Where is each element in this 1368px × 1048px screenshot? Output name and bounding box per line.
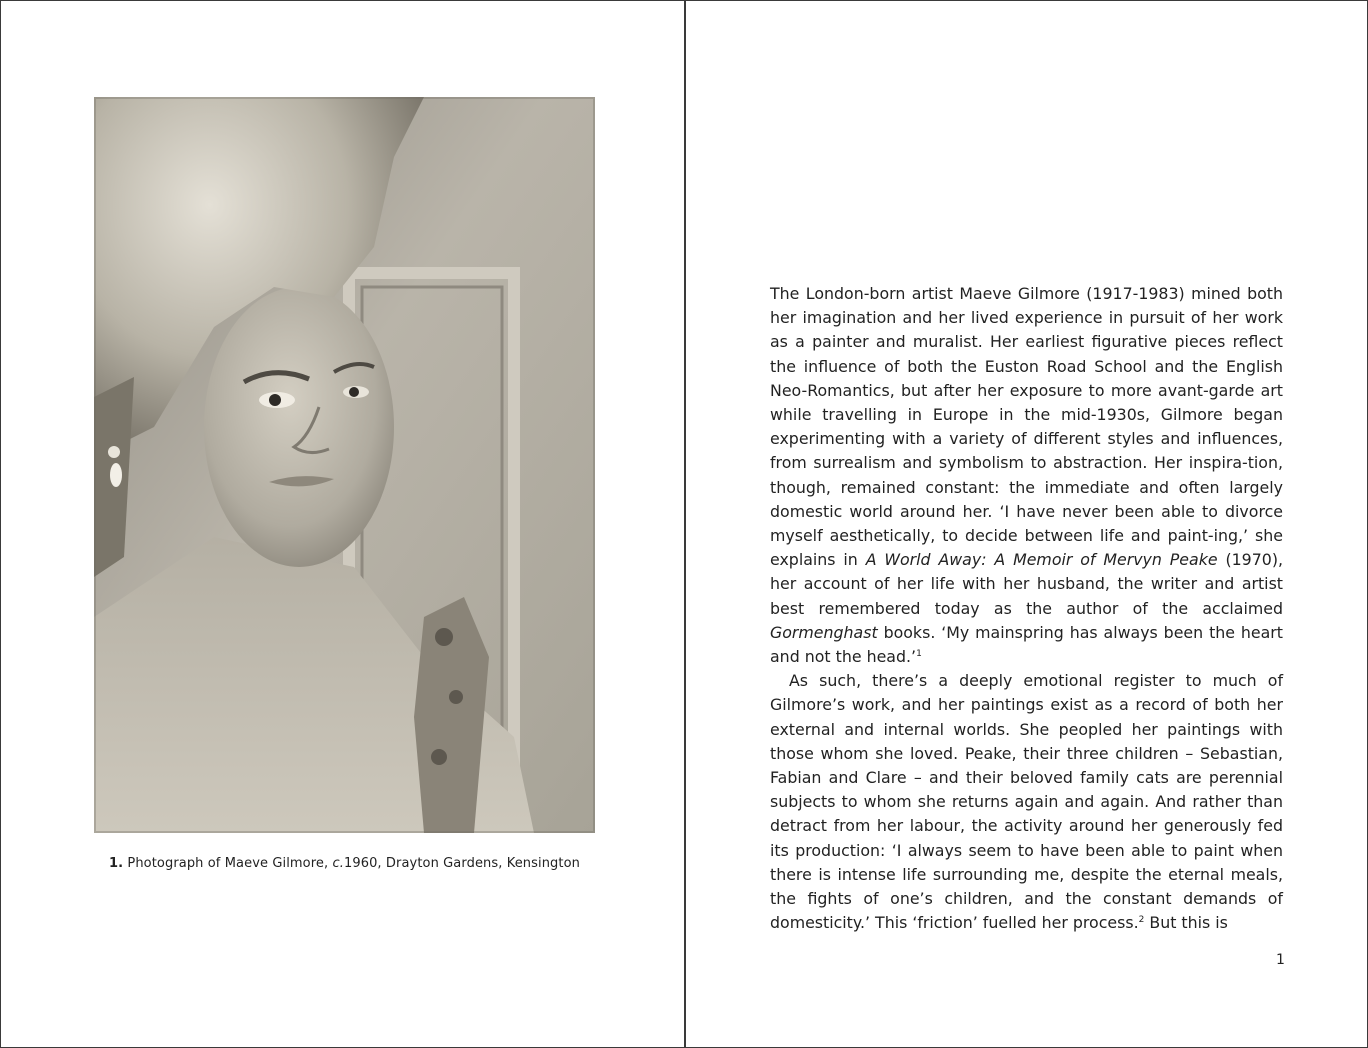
footnote-ref-2[interactable]: 2 (1138, 915, 1145, 926)
series-title: Gormenghast (770, 622, 878, 642)
figure-number: 1. (108, 856, 124, 871)
paragraph-2-text-b: But this is (1144, 913, 1228, 933)
caption-text-end: 1960, Drayton Gardens, Kensington (343, 856, 581, 871)
paragraph-1 (770, 282, 1283, 669)
left-page (1, 1, 684, 1047)
paragraph-1-text-b: (1970), her account of her life with her husband, the writer and artist best remembered today as the author of the acclaimed (770, 550, 1284, 618)
book-title: A World Away: A Memoir of Mervyn Peake (865, 550, 1218, 570)
paragraph-2-text-a: As such, there’s a deeply emotional register to much of Gilmore’s work, and her paintings exist as a record of both her external and internal worlds. She peopled her paintings with those whom she loved. Peake, their three children – Sebastian, Fabian and Clare – and their beloved family cats are perennial subjects to whom she returns again and again. And rather than detract from her labour, the activity around her generously fed its production: ‘I always seem to have been able to paint when there is intense life surrounding me, despite the eternal meals, the fights of one’s children, and the constant demands of domesticity.’ This ‘friction’ fuelled her process. (770, 671, 1283, 933)
paragraph-1-text-c[interactable]: books. ‘My mainspring has always been the heart and not the head.’ (770, 622, 1283, 667)
figure-caption (94, 856, 595, 871)
right-page (686, 1, 1367, 1047)
body-text (770, 282, 1283, 935)
caption-text: Photograph of Maeve Gilmore, (123, 856, 333, 871)
paragraph-1-text-a: The London-born artist Maeve Gilmore (1917-1983) mined both her imagination and her lived experience in pursuit of her work as a painter and muralist. Her earliest figurative pieces reflect the influence of both the Euston Road School and the English Neo-Romantics, but after her exposure to more avant-garde art while travelling in Europe in the mid-1930s, Gilmore began experimenting with a variety of different styles and influences, from surrealism and symbolism to abstraction. Her inspira-tion, though, remained constant: the immediate and often largely domestic world around her. ‘I have never been able to divorce myself aesthetically, to decide between life and paint-ing,’ she explains in (770, 284, 1283, 570)
paragraph-2 (770, 669, 1283, 935)
portrait-photo (94, 97, 595, 833)
footnote-ref-1[interactable]: 1 (916, 649, 922, 660)
caption-circa: c. (332, 856, 344, 871)
page-number: 1 (1276, 952, 1285, 968)
